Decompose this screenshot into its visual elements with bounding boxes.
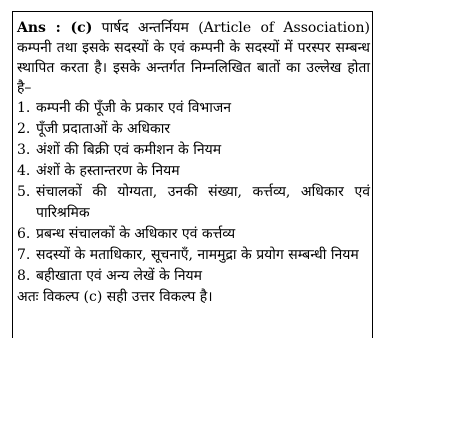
list-item-text: अंशों की बिक्री एवं कमीशन के नियम <box>36 142 222 158</box>
list-item <box>17 161 370 182</box>
list-item <box>17 245 370 266</box>
list-item <box>17 182 370 224</box>
answer-intro <box>17 18 370 98</box>
list-item-text: सदस्यों के मताधिकार, सूचनाएँ, नाममुद्रा के प्रयोग सम्बन्धी नियम <box>36 247 359 263</box>
list-item-number: 3. <box>17 142 31 158</box>
list-item-number: 4. <box>17 163 31 179</box>
answer-box <box>12 11 373 338</box>
list-item-number: 8. <box>17 268 31 284</box>
list-item-text: पूँजी प्रदाताओं के अधिकार <box>36 121 171 137</box>
list-item-text: संचालकों की योग्यता, उनकी संख्या, कर्त्तव्य, अधिकार एवं पारिश्रमिक <box>36 184 370 221</box>
answer-label: Ans : (c) <box>17 20 93 36</box>
list-item-text: कम्पनी की पूँजी के प्रकार एवं विभाजन <box>36 100 231 116</box>
list-item-number: 1. <box>17 100 31 116</box>
list-item-number: 7. <box>17 247 31 263</box>
answer-conclusion: अतः विकल्प (c) सही उत्तर विकल्प है। <box>17 289 213 305</box>
answer-intro-text: पार्षद अन्तर्नियम (Article of Association) कम्पनी तथा इसके सदस्यों के एवं कम्पनी के सदस्यों में परस्पर सम्बन्ध स्थापित करता है। इसके अन्तर्गत निम्नलिखित बातों का उल्लेख होता है– <box>17 20 370 96</box>
list-item-number: 5. <box>17 184 31 200</box>
list-item-number: 6. <box>17 226 31 242</box>
list-item-text: बहीखाता एवं अन्य लेखें के नियम <box>36 268 203 284</box>
list-item <box>17 98 370 119</box>
list-item <box>17 140 370 161</box>
list-item <box>17 266 370 287</box>
list-item-number: 2. <box>17 121 31 137</box>
list-item-text: अंशों के हस्तान्तरण के नियम <box>36 163 180 179</box>
list-item <box>17 224 370 245</box>
list-item <box>17 119 370 140</box>
list-item-text: प्रबन्ध संचालकों के अधिकार एवं कर्त्तव्य <box>36 226 236 242</box>
